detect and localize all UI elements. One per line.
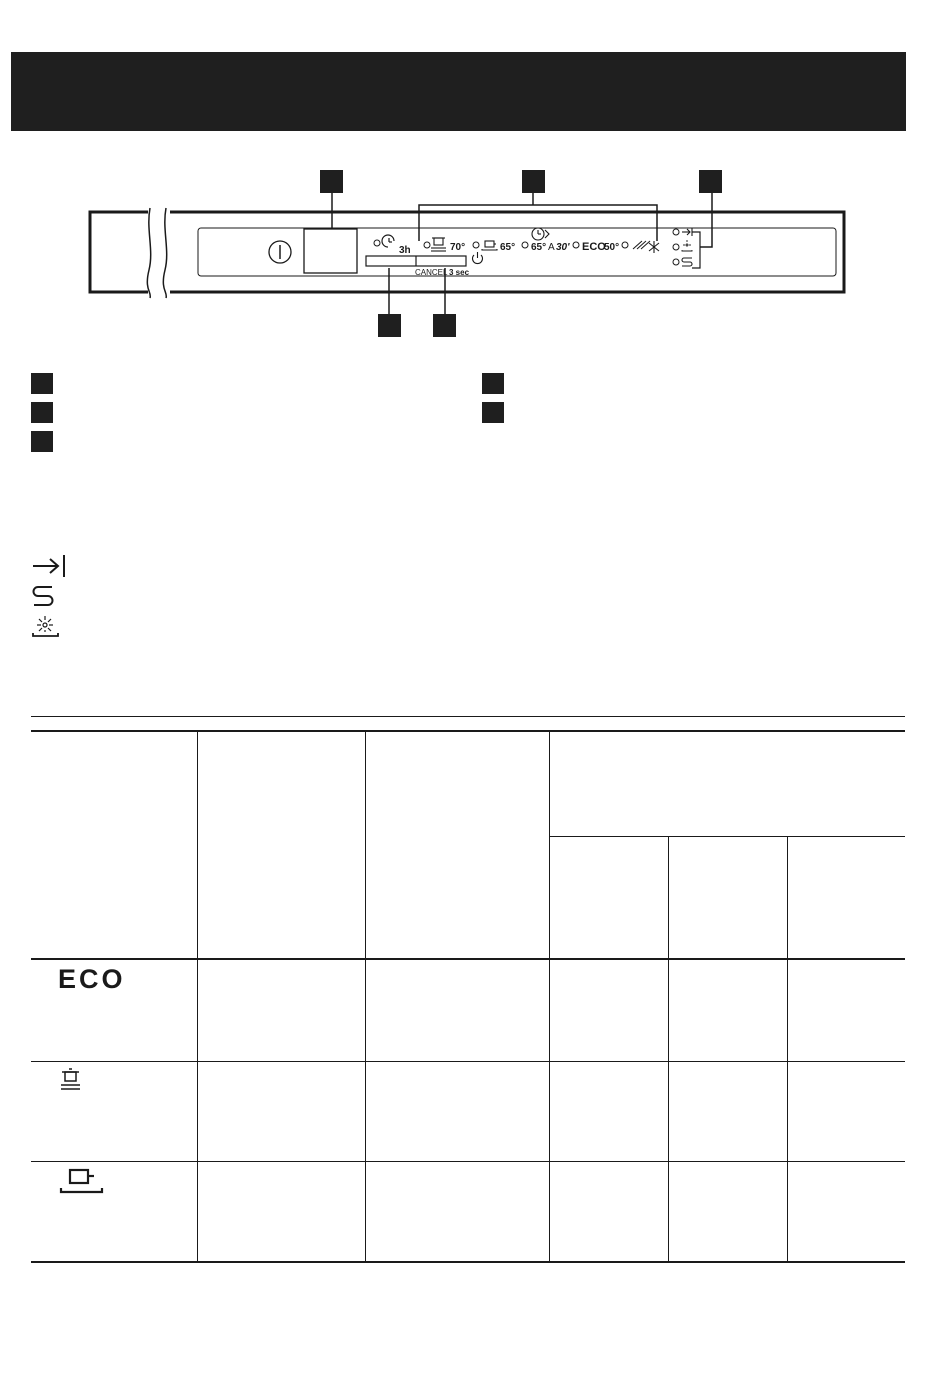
delay-clock-icon [382,235,394,247]
glass-temp-label: 65° [500,242,516,253]
led-salt [673,259,679,265]
table-row-rule [31,1061,905,1062]
panel-button-bar[interactable] [366,256,466,266]
cancel-label: CANCEL [415,268,448,277]
table-top-rule [31,716,905,717]
led-intensive [424,242,430,248]
led-rinse [622,242,628,248]
program-eco-label: ECO [58,964,126,994]
legend-marker-3 [31,431,53,452]
auto-clock-icon [532,228,549,240]
legend-marker-5 [482,402,504,423]
pot-icon [431,238,446,251]
led-auto [522,242,528,248]
power-icon[interactable] [269,241,291,263]
indicator-icon-list [30,550,70,645]
auto-time-label: 30' [556,242,570,253]
table-column-line [668,836,669,1262]
table-header-bottom-rule [31,958,905,960]
led-end [673,229,679,235]
salt-icon [682,258,692,266]
star-icon [649,241,659,253]
eco-label: ECO [582,241,606,253]
eco-temp-label: 50° [604,242,620,253]
table-column-line [549,731,550,1262]
standby-icon [472,252,482,264]
rinse-aid-icon [633,241,650,249]
auto-letter-label: A [548,242,555,253]
table-row-rule [31,1161,905,1162]
rinse-aid-icon [33,616,58,636]
rinse-aid-indicator-icon [682,240,692,251]
legend-marker-1 [31,373,53,394]
delay-label: 3h [399,245,411,256]
salt-icon [34,587,53,605]
cup-icon [482,241,497,250]
legend-marker-2 [31,402,53,423]
display-window [304,229,357,273]
control-panel-diagram [0,0,950,360]
table-header-rule [31,730,905,732]
auto-temp-label: 65° [531,242,547,253]
intensive-temp-label: 70° [450,242,466,253]
led-glass [473,242,479,248]
led-eco [573,242,579,248]
end-arrow-icon [682,228,692,236]
table-bottom-rule [31,1261,905,1263]
table-column-line [787,836,788,1262]
table-subheader-rule [550,836,905,837]
table-column-line [197,731,198,1262]
end-arrow-icon [33,555,64,577]
cup-icon [58,1167,106,1197]
led-rinse-aid-refill [673,244,679,250]
three-sec-label: 3 sec [449,268,470,277]
pot-icon [56,1068,88,1094]
table-column-line [365,731,366,1262]
led-delay [374,240,380,246]
legend-marker-4 [482,373,504,394]
